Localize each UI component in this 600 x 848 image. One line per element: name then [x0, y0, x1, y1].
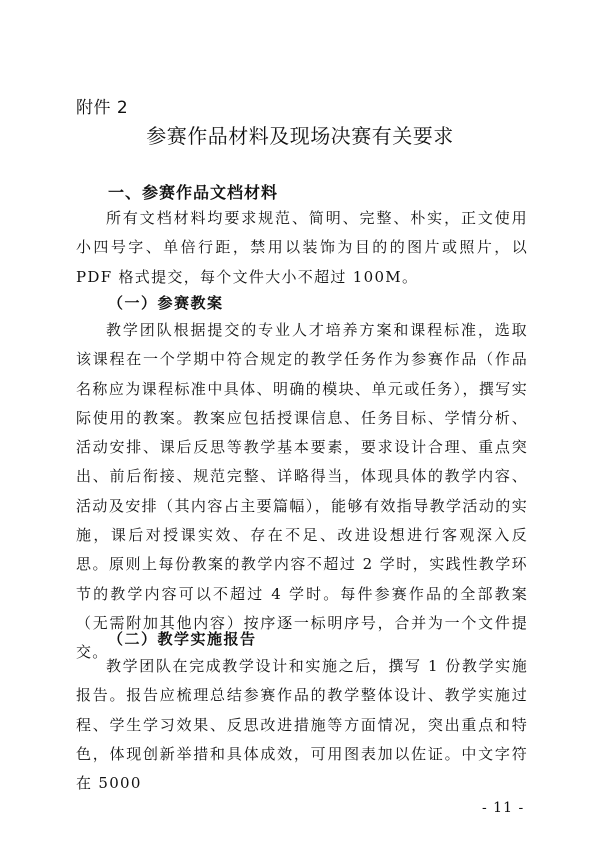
page-number: - 11 - — [482, 800, 525, 816]
subsection-heading-teaching-report: （二）教学实施报告 — [108, 630, 257, 648]
section-1-paragraph: 所有文档材料均要求规范、简明、完整、朴实，正文使用小四号字、单倍行距，禁用以装饰为目的的图片或照片，以 PDF 格式提交，每个文件大小不超过 100M。 — [76, 209, 528, 286]
subsection-heading-lesson-plan: （一）参赛教案 — [108, 294, 224, 312]
lesson-plan-paragraph: 教学团队根据提交的专业人才培养方案和课程标准，选取该课程在一个学期中符合规定的教学任务作为参赛作品（作品名称应为课程标准中具体、明确的模块、单元或任务），撰写实际使用的教案。教案应包括授课信息、任务目标、学情分析、活动安排、课后反思等教学基本要素，要求设计合理、重点突出、前后衔接、规范完整、详略得当，体现具体的教学内容、活动及安排（其内容占主要篇幅），能够有效指导教学活动的实施，课后对授课实效、存在不足、改进设想进行客观深入反思。原则上每份教案的教学内容不超过 2 学时，实践性教学环节的教学内容可以不超过 4 学时。每件参赛作品的全部教案（无需附加其他内容）按序逐一标明序号，合并为一个文件提交。 — [76, 321, 528, 662]
section-heading-1: 一、参赛作品文档材料 — [108, 183, 279, 202]
annex-label: 附件 2 — [76, 98, 129, 118]
teaching-report-paragraph: 教学团队在完成教学设计和实施之后，撰写 1 份教学实施报告。报告应梳理总结参赛作品的教学整体设计、教学实施过程、学生学习效果、反思改进措施等方面情况，突出重点和特色，体现创新举措和具体成效，可用图表加以佐证。中文字符在 5000 — [76, 657, 528, 793]
document-title: 参赛作品材料及现场决赛有关要求 — [146, 124, 454, 148]
